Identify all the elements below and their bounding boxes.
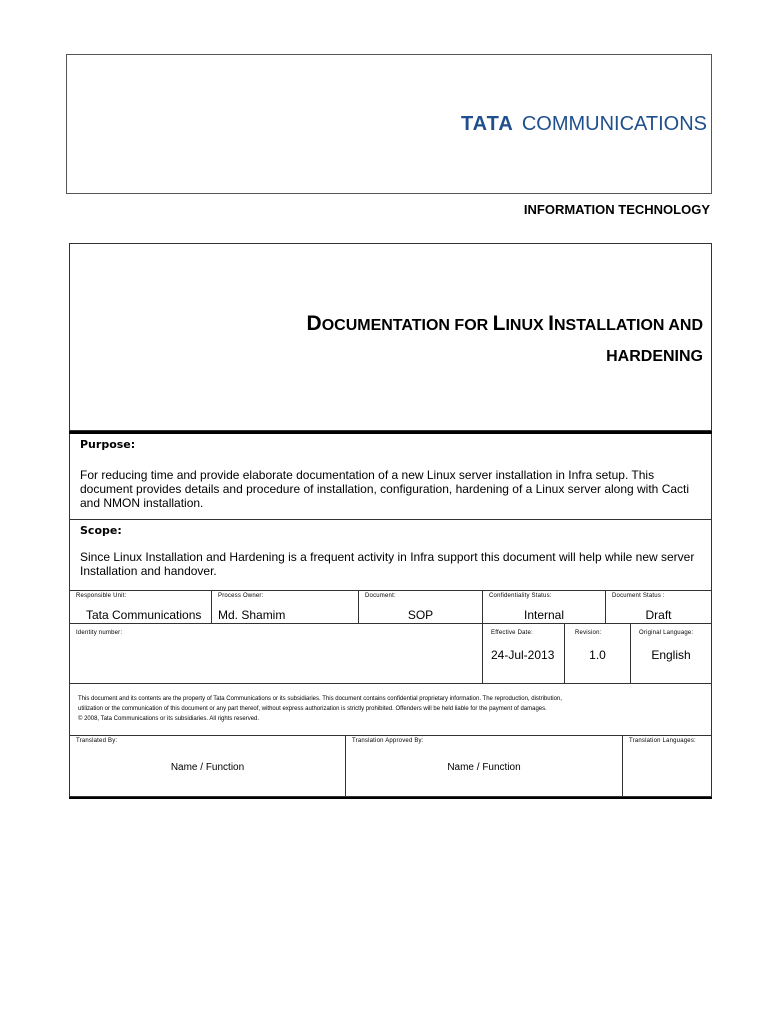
original-language-value: English — [651, 648, 691, 662]
responsible-unit-label: Responsible Unit: — [76, 593, 127, 599]
purpose-heading: Purpose: — [80, 438, 136, 451]
logo-communications-text: COMMUNICATIONS — [521, 113, 707, 135]
translated-by-value: Name / Function — [170, 762, 245, 773]
document-title — [143, 308, 703, 372]
title-line-1 — [143, 308, 703, 341]
title-cap-i: I — [548, 312, 554, 335]
process-owner-cell — [212, 591, 359, 623]
title-smallcaps-3: NSTALLATION AND — [553, 317, 703, 334]
process-owner-value: Md. Shamim — [218, 608, 286, 622]
logo-tata-text: TATA — [460, 113, 514, 135]
translated-by-cell — [70, 736, 346, 796]
department-label: INFORMATION TECHNOLOGY — [523, 202, 710, 217]
title-smallcaps-1: OCUMENTATION FOR — [321, 317, 493, 334]
effective-date-value: 24-Jul-2013 — [491, 648, 555, 662]
header-logo-box — [66, 54, 712, 194]
confidentiality-cell — [483, 591, 606, 623]
purpose-scope-box — [69, 434, 712, 590]
notice-text — [78, 694, 706, 724]
translation-row — [69, 736, 712, 797]
notice-line-2: utilization or the communication of this document or any part thereof, without express authorization is strictly prohibited. Offenders will be held liable for the payment of damages. — [78, 706, 547, 712]
revision-label: Revision: — [575, 630, 602, 636]
responsible-unit-value: Tata Communications — [86, 608, 202, 622]
meta-row-2 — [69, 624, 712, 684]
notice-line-1: This document and its contents are the property of Tata Communications or its subsidiaries. This document contains confidential proprietary information. The reproduction, distribution, — [78, 696, 562, 702]
title-cap-l: L — [492, 312, 506, 335]
title-line-2: HARDENING — [606, 348, 703, 365]
identity-number-label: Identity number: — [76, 630, 123, 636]
scope-text: Since Linux Installation and Hardening is a frequent activity in Infra support this document will help while new server Installation and handover. — [80, 550, 695, 578]
responsible-unit-cell — [70, 591, 212, 623]
translation-approved-cell — [346, 736, 623, 796]
translation-languages-label: Translation Languages: — [629, 738, 696, 744]
document-status-cell — [606, 591, 711, 623]
purpose-text: For reducing time and provide elaborate documentation of a new Linux server installation in Infra setup. This document provides details and procedure of installation, configuration, hardening of a Linux server along with Cacti and NMON installation. — [80, 468, 690, 510]
original-language-cell — [631, 624, 711, 683]
effective-date-label: Effective Date: — [491, 630, 533, 636]
document-status-value: Draft — [645, 608, 672, 622]
revision-cell — [565, 624, 631, 683]
process-owner-label: Process Owner: — [218, 593, 264, 599]
translation-approved-value: Name / Function — [447, 762, 521, 773]
confidentiality-label: Confidentiality Status: — [489, 593, 552, 599]
revision-value: 1.0 — [589, 648, 606, 662]
original-language-label: Original Language: — [639, 630, 694, 636]
identity-number-cell — [70, 624, 483, 683]
effective-date-cell — [483, 624, 565, 683]
bottom-rule — [69, 797, 712, 799]
title-smallcaps-2: INUX — [505, 317, 549, 334]
document-value: SOP — [407, 608, 434, 622]
title-box — [69, 243, 712, 431]
meta-row-1 — [69, 590, 712, 624]
document-label: Document: — [365, 593, 396, 599]
confidentiality-value: Internal — [523, 608, 565, 622]
copyright-notice — [69, 684, 712, 736]
translation-approved-label: Translation Approved By: — [352, 738, 424, 744]
notice-line-3: © 2008, Tata Communications or its subsidiaries. All rights reserved. — [78, 716, 260, 722]
tata-communications-logo — [461, 113, 707, 135]
purpose-scope-divider — [70, 519, 711, 520]
document-cell — [359, 591, 483, 623]
document-status-label: Document Status : — [612, 593, 665, 599]
translated-by-label: Translated By: — [76, 738, 118, 744]
scope-heading: Scope: — [80, 524, 122, 537]
translation-languages-cell — [623, 736, 711, 796]
title-cap-d: D — [306, 312, 322, 335]
